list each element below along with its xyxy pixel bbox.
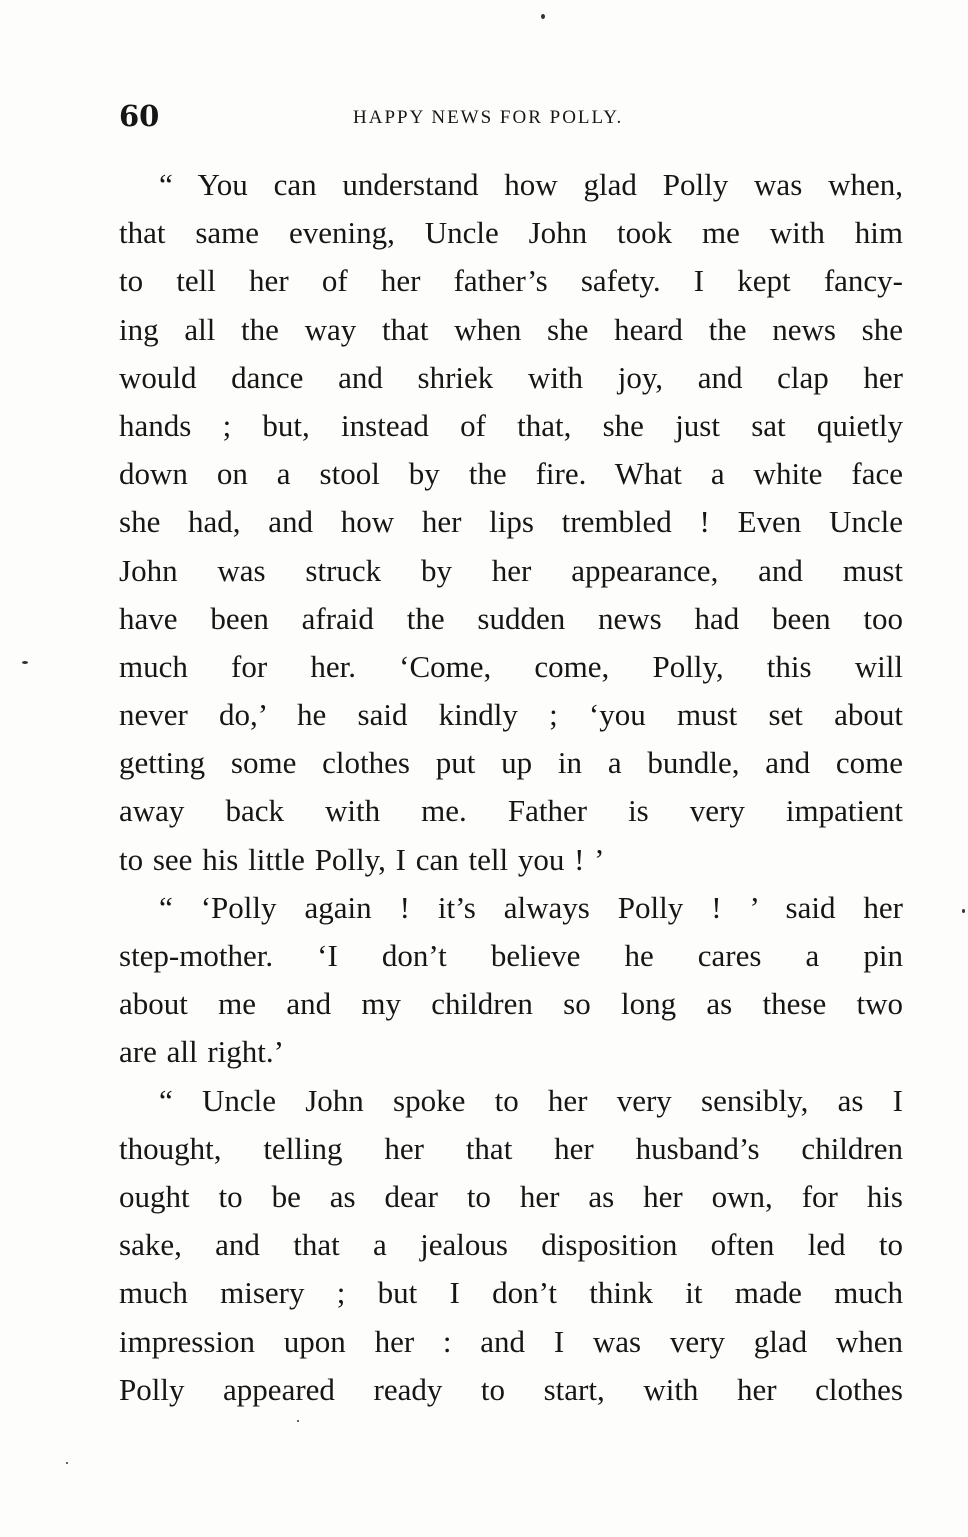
text-line: to tell her of her father’s safety. I kept fancy- [119,263,903,299]
text-line: are all right.’ [119,1034,284,1070]
text-line: down on a stool by the fire. What a white face [119,456,903,492]
text-line: away back with me. Father is very impatient [119,793,903,829]
text-line: sake, and that a jealous disposition often led to [119,1227,903,1263]
text-line: hands ; but, instead of that, she just sat quietly [119,407,903,443]
text-line: ing all the way that when she heard the news she [119,311,903,347]
scan-speck [297,1420,299,1422]
text-line: John was struck by her appearance, and must [119,552,903,588]
scan-speck [541,14,545,19]
text-line: never do,’ he said kindly ; ‘you must set about [119,697,903,733]
text-line: impression upon her : and I was very glad when [119,1323,903,1359]
text-line: much misery ; but I don’t think it made much [119,1275,903,1311]
scan-speck [22,661,28,664]
text-line: getting some clothes put up in a bundle, and come [119,745,903,781]
page-header [119,96,903,136]
text-line: “ ‘Polly again ! it’s always Polly ! ’ said her [159,889,903,925]
text-line: step-mother. ‘I don’t believe he cares a pin [119,938,903,973]
text-line: have been afraid the sudden news had been too [119,600,903,636]
text-line: about me and my children so long as these two [119,986,903,1022]
text-line: “ Uncle John spoke to her very sensibly, as I [159,1082,903,1118]
text-line: Polly appeared ready to start, with her clothes [119,1371,903,1407]
text-line: that same evening, Uncle John took me with him [119,215,903,251]
scan-speck [962,909,965,913]
text-line: much for her. ‘Come, come, Polly, this will [119,648,903,684]
text-line: to see his little Polly, I can tell you ! ’ [119,841,605,877]
text-line: thought, telling her that her husband’s children [119,1130,903,1166]
text-line: would dance and shriek with joy, and clap her [119,359,903,395]
text-line: “ You can understand how glad Polly was when, [159,167,903,202]
page-number: 60 [119,99,160,133]
scan-speck [66,1462,68,1464]
text-line: she had, and how her lips trembled ! Even Uncle [119,504,903,540]
running-title: HAPPY NEWS FOR POLLY. [353,107,624,128]
text-line: ought to be as dear to her as her own, for his [119,1178,903,1214]
body-text [119,161,903,1414]
